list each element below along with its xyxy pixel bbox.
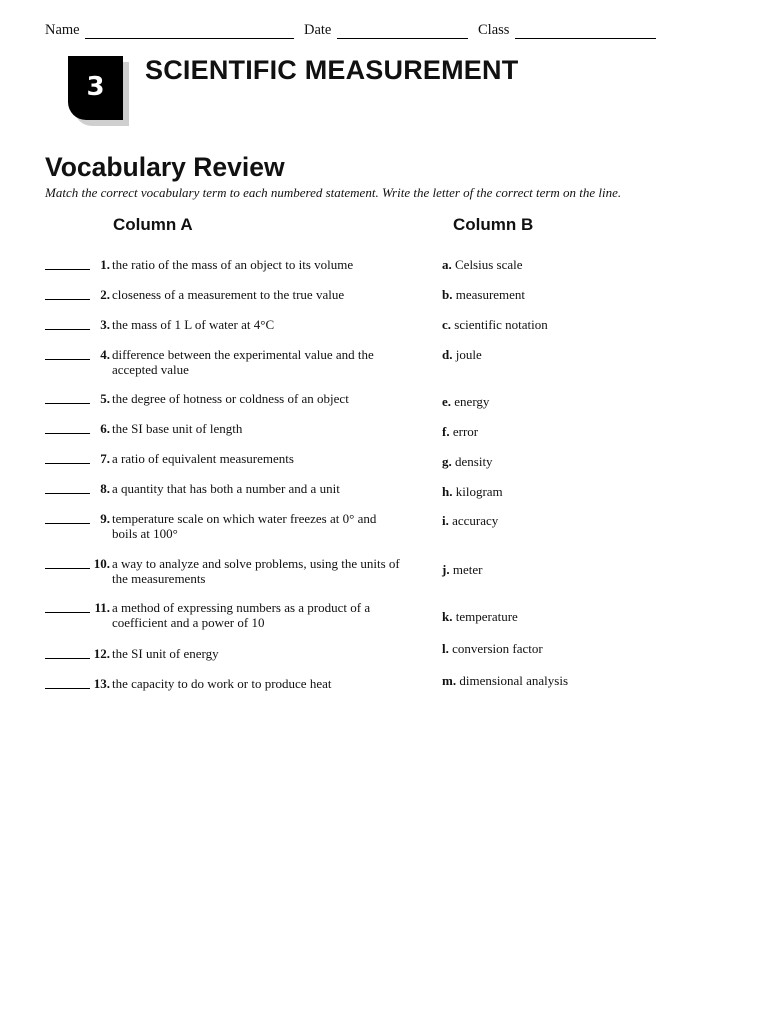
chapter-title: SCIENTIFIC MEASUREMENT bbox=[145, 55, 519, 85]
term-text: error bbox=[452, 424, 479, 439]
term-text: kilogram bbox=[455, 484, 503, 499]
term-letter: b. bbox=[442, 287, 453, 302]
answer-blank[interactable] bbox=[45, 523, 90, 524]
term-choice bbox=[442, 347, 482, 362]
term-choice bbox=[442, 394, 489, 409]
statement-text: the capacity to do work or to produce heat bbox=[112, 676, 332, 691]
term-choice bbox=[442, 484, 503, 499]
answer-blank[interactable] bbox=[45, 269, 90, 270]
answer-blank[interactable] bbox=[45, 403, 90, 404]
student-info-row bbox=[45, 22, 665, 42]
statement-number: 11. bbox=[94, 600, 110, 615]
term-choice bbox=[442, 673, 568, 688]
statement-text: a quantity that has both a number and a unit bbox=[112, 481, 340, 496]
statement-number: 1. bbox=[100, 257, 110, 272]
statement-number: 2. bbox=[100, 287, 110, 302]
term-letter: k. bbox=[442, 609, 453, 624]
term-choice bbox=[442, 562, 482, 577]
answer-blank[interactable] bbox=[45, 612, 90, 613]
statement-number: 4. bbox=[100, 347, 110, 362]
instructions: Match the correct vocabulary term to each numbered statement. Write the letter of the correct term on the line. bbox=[45, 185, 622, 200]
date-label: Date bbox=[304, 22, 332, 38]
chapter-number: 3 bbox=[68, 56, 123, 120]
column-a-heading: Column A bbox=[113, 215, 193, 234]
answer-blank[interactable] bbox=[45, 463, 90, 464]
statement-number: 9. bbox=[100, 511, 110, 526]
section-title: Vocabulary Review bbox=[45, 152, 285, 182]
term-text: accuracy bbox=[452, 513, 499, 528]
term-text: conversion factor bbox=[452, 641, 543, 656]
statement-number: 13. bbox=[93, 676, 110, 691]
term-text: dimensional analysis bbox=[459, 673, 569, 688]
term-choice bbox=[442, 287, 525, 302]
term-choice bbox=[442, 424, 478, 439]
term-choice bbox=[442, 641, 543, 656]
statement-number: 5. bbox=[100, 391, 110, 406]
answer-blank[interactable] bbox=[45, 658, 90, 659]
term-letter: j. bbox=[442, 562, 450, 577]
term-letter: i. bbox=[442, 513, 449, 528]
statement-text: a method of expressing numbers as a product of a coefficient and a power of 10 bbox=[112, 600, 371, 630]
term-letter: h. bbox=[442, 484, 453, 499]
statement-text: temperature scale on which water freezes at 0° and boils at 100° bbox=[112, 511, 377, 541]
statement-text: a way to analyze and solve problems, using the units of the measurements bbox=[112, 556, 400, 586]
statement-text: the mass of 1 L of water at 4°C bbox=[112, 317, 275, 332]
term-letter: l. bbox=[442, 641, 449, 656]
term-text: Celsius scale bbox=[455, 257, 523, 272]
class-label: Class bbox=[478, 22, 510, 38]
answer-blank[interactable] bbox=[45, 329, 90, 330]
term-text: density bbox=[455, 454, 493, 469]
term-letter: a. bbox=[442, 257, 452, 272]
term-letter: f. bbox=[442, 424, 450, 439]
term-text: temperature bbox=[455, 609, 518, 624]
answer-blank[interactable] bbox=[45, 493, 90, 494]
column-b-heading: Column B bbox=[453, 215, 534, 234]
term-choice bbox=[442, 317, 548, 332]
answer-blank[interactable] bbox=[45, 568, 90, 569]
statement-text: difference between the experimental value and the accepted value bbox=[112, 347, 374, 377]
name-field[interactable] bbox=[85, 38, 294, 39]
statement-number: 7. bbox=[100, 451, 110, 466]
term-letter: c. bbox=[442, 317, 452, 332]
term-letter: m. bbox=[442, 673, 457, 688]
statement-number: 8. bbox=[100, 481, 110, 496]
answer-blank[interactable] bbox=[45, 359, 90, 360]
statement-text: the degree of hotness or coldness of an object bbox=[112, 391, 349, 406]
term-text: joule bbox=[455, 347, 482, 362]
term-letter: g. bbox=[442, 454, 452, 469]
class-field[interactable] bbox=[515, 38, 656, 39]
answer-blank[interactable] bbox=[45, 299, 90, 300]
statement-number: 3. bbox=[100, 317, 110, 332]
statement-number: 12. bbox=[93, 646, 110, 661]
name-label: Name bbox=[45, 22, 80, 38]
term-text: scientific notation bbox=[454, 317, 548, 332]
statement-text: the SI unit of energy bbox=[112, 646, 219, 661]
statement-text: closeness of a measurement to the true value bbox=[112, 287, 345, 302]
term-choice bbox=[442, 609, 518, 624]
statement-text: the ratio of the mass of an object to its volume bbox=[112, 257, 354, 272]
term-letter: e. bbox=[442, 394, 452, 409]
term-text: energy bbox=[454, 394, 490, 409]
statement-text: a ratio of equivalent measurements bbox=[112, 451, 294, 466]
statement-text: the SI base unit of length bbox=[112, 421, 243, 436]
term-choice bbox=[442, 513, 498, 528]
answer-blank[interactable] bbox=[45, 688, 90, 689]
term-letter: d. bbox=[442, 347, 453, 362]
statement-number: 6. bbox=[100, 421, 110, 436]
chapter-number-badge bbox=[68, 56, 123, 120]
term-text: measurement bbox=[455, 287, 526, 302]
date-field[interactable] bbox=[337, 38, 468, 39]
answer-blank[interactable] bbox=[45, 433, 90, 434]
term-choice bbox=[442, 257, 523, 272]
term-text: meter bbox=[452, 562, 483, 577]
statement-number: 10. bbox=[93, 556, 110, 571]
term-choice bbox=[442, 454, 493, 469]
